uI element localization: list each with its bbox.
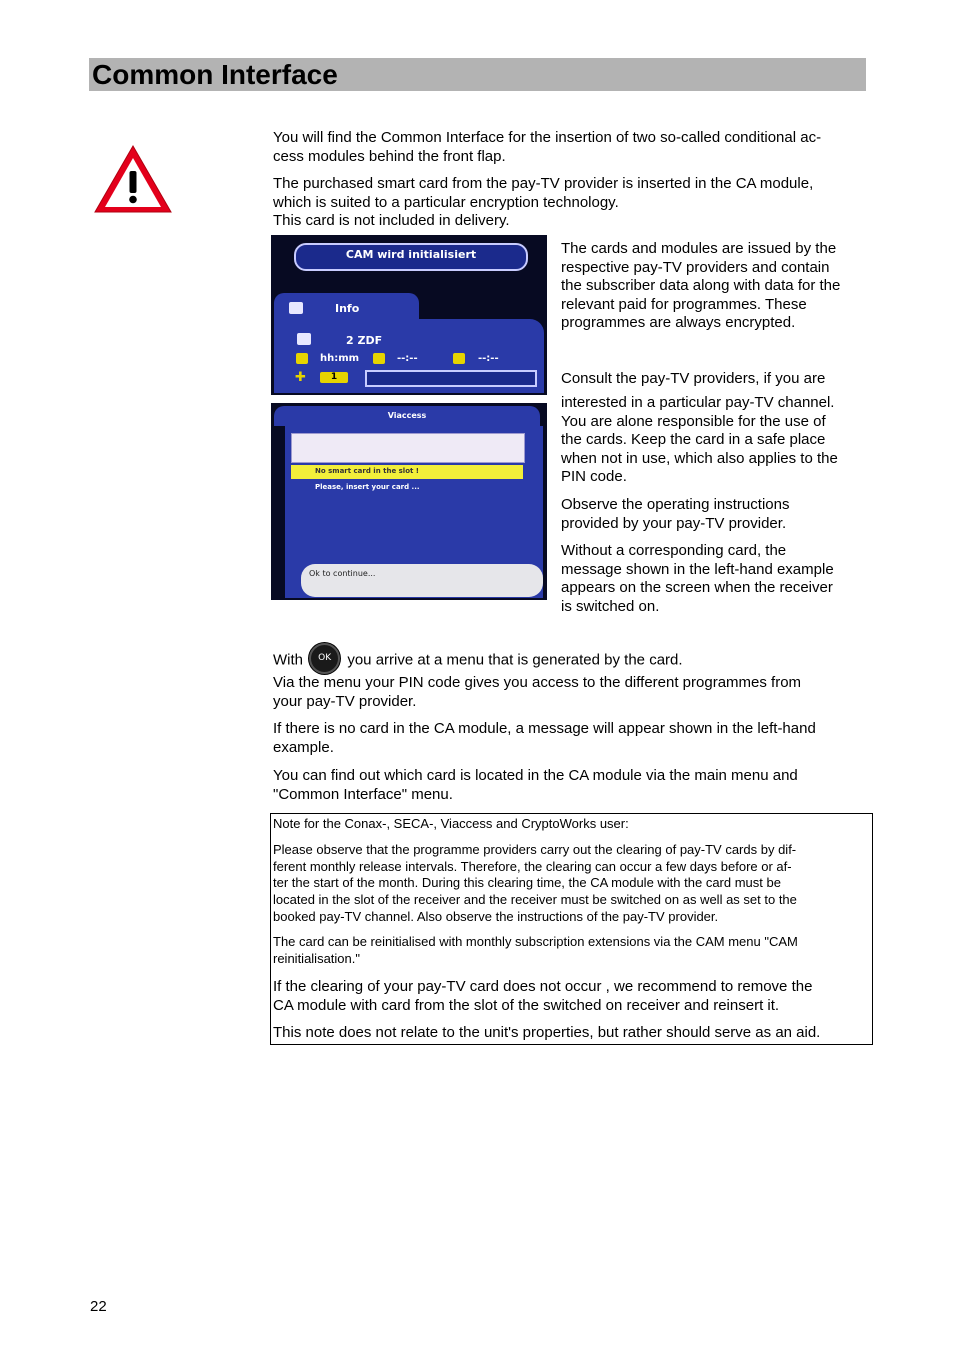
info-label: Info xyxy=(335,302,360,315)
timer-start-icon xyxy=(373,353,385,364)
no-card-screenshot xyxy=(271,403,547,600)
channel-label: 2 ZDF xyxy=(346,334,383,347)
ok-instruction: With OK you arrive at a menu that is generated by the card. xyxy=(273,645,865,676)
side-paragraph-1: The cards and modules are issued by the respective pay-TV providers and contain the subscriber data along with data for the relevant paid for programmes. These programmes are always encrypted. xyxy=(561,240,841,331)
cam-init-screenshot xyxy=(271,235,547,395)
time-label: hh:mm xyxy=(320,353,360,364)
intro-paragraph-2: The purchased smart card from the pay-TV provider is inserted in the CA module, which is suited to a particular encryption technology. This card is not included in delivery. xyxy=(273,175,814,229)
dialog-title: Viaccess xyxy=(387,411,427,420)
plus-icon: ✚ xyxy=(295,370,306,385)
intro-paragraph-1: You will find the Common Interface for the insertion of two so-called conditional ac- cess modules behind the front flap. xyxy=(273,129,822,165)
number-value: 1 xyxy=(330,372,338,382)
clock-icon xyxy=(296,353,308,364)
satellite-icon-2 xyxy=(297,333,311,345)
note-paragraph-1: Please observe that the programme providers carry out the clearing of pay-TV cards by dif- ferent monthly release intervals. Therefore, the clearing can occur a few days before or af- ter the start of the month. During this clearing time, the CA module with the card must be located in the slot of the receiver and the receiver must be switched on as well as set to the booked pay-TV channel. Also observe the instructions of the pay-TV provider. xyxy=(273,842,797,924)
note-paragraph-3: If the clearing of your pay-TV card does not occur , we recommend to remove the CA module with card from the slot of the switched on receiver and reinsert it. xyxy=(273,978,813,1014)
ok-button-icon: OK xyxy=(309,643,340,674)
side-paragraph-2: Consult the pay-TV providers, if you are xyxy=(561,370,826,387)
note-paragraph-4: This note does not relate to the unit's properties, but rather should serve as an aid. xyxy=(273,1024,821,1041)
side-paragraph-5: Without a corresponding card, the message shown in the left-hand example appears on the screen when the receiver is switched on. xyxy=(561,542,834,615)
satellite-icon xyxy=(289,302,303,314)
side-paragraph-3: interested in a particular pay-TV channel. You are alone responsible for the use of the cards. Keep the card in a safe place when not in use, which also applies to the PIN code. xyxy=(561,394,838,485)
note-heading: Note for the Conax-, SECA-, Viaccess and CryptoWorks user: xyxy=(273,816,629,831)
message-no-card: No smart card in the slot ! xyxy=(315,467,419,475)
timer-end-icon xyxy=(453,353,465,364)
section-header xyxy=(89,58,866,91)
continue-text: Ok to continue... xyxy=(309,569,376,578)
side-paragraph-4: Observe the operating instructions provided by your pay-TV provider. xyxy=(561,496,790,532)
message-insert-card: Please, insert your card ... xyxy=(315,483,420,491)
page-number: 22 xyxy=(90,1298,107,1315)
progress-bar xyxy=(365,370,537,387)
body-paragraph-3: If there is no card in the CA module, a message will appear shown in the left-hand example. xyxy=(273,720,816,756)
warning-icon xyxy=(92,143,174,215)
dialog-input-area xyxy=(291,433,525,463)
body-paragraph-2: Via the menu your PIN code gives you access to the different programmes from your pay-TV provider. xyxy=(273,674,802,710)
time-value-1: --:-- xyxy=(397,353,418,364)
note-paragraph-2: The card can be reinitialised with monthly subscription extensions via the CAM menu "CAM reinitialisation." xyxy=(273,934,798,966)
time-value-2: --:-- xyxy=(478,353,499,364)
page-title: Common Interface xyxy=(92,59,338,90)
body-paragraph-4: You can find out which card is located in the CA module via the main menu and "Common Interface" menu. xyxy=(273,767,798,803)
cam-title-text: CAM wird initialisiert xyxy=(345,248,477,261)
